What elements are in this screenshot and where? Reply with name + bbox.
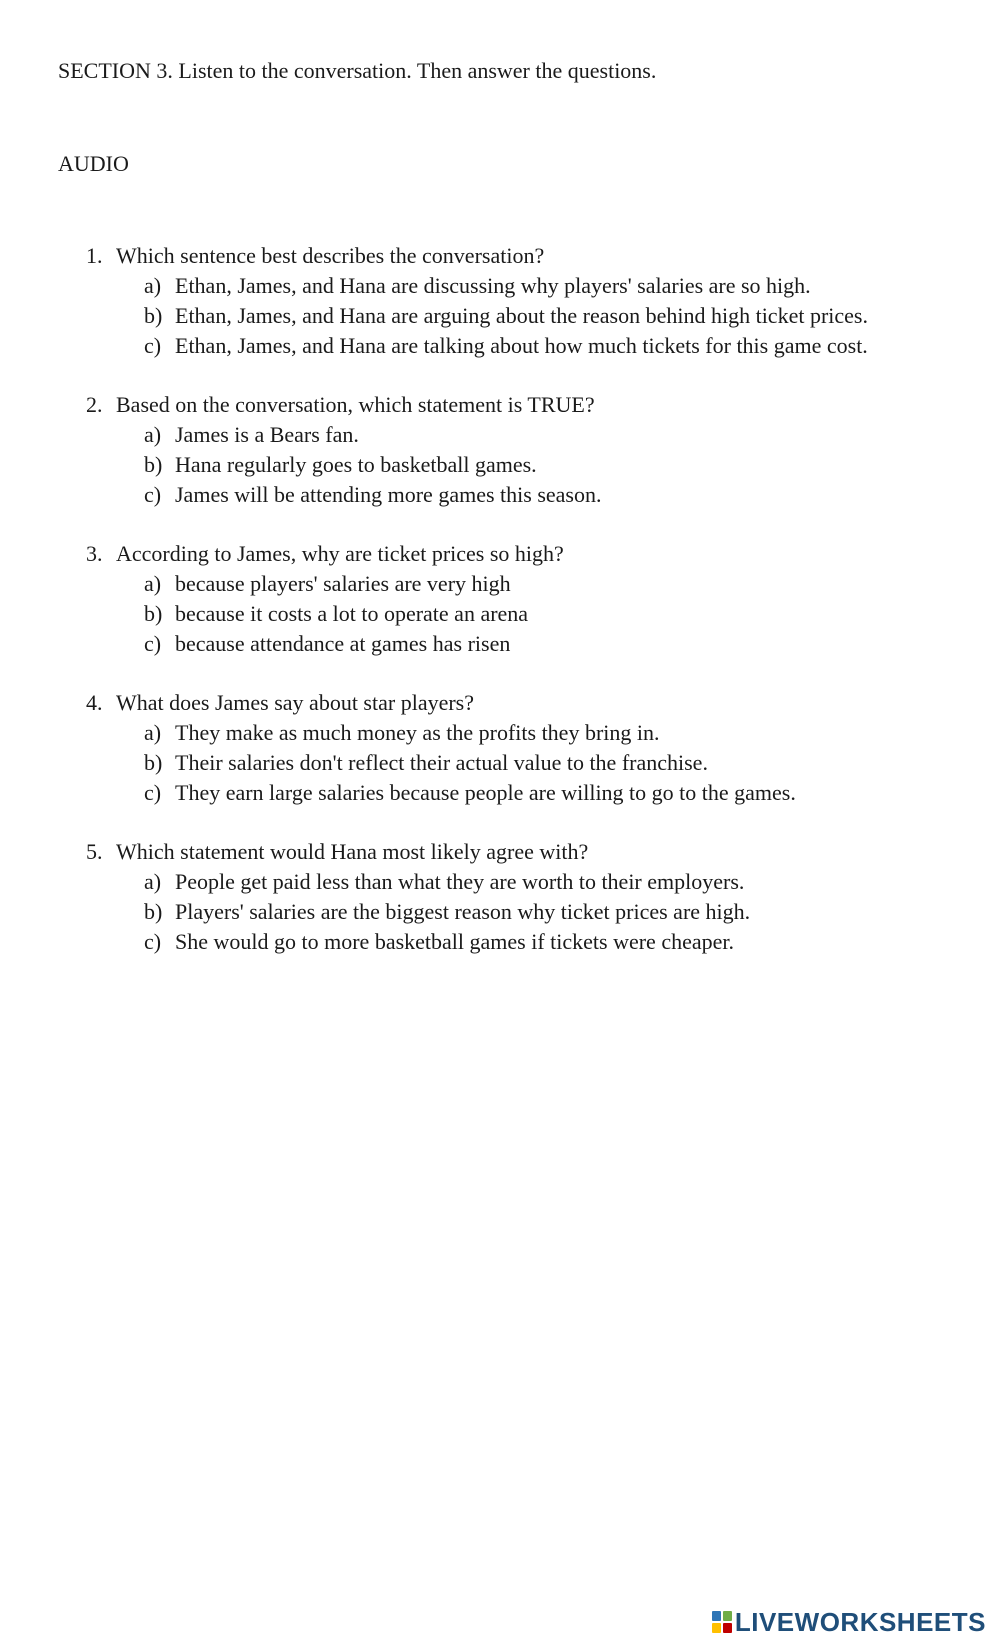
question-1 xyxy=(0,241,1000,361)
answer-option[interactable] xyxy=(0,718,1000,748)
option-letter: b) xyxy=(144,303,163,328)
option-text: James will be attending more games this season. xyxy=(175,482,602,507)
answer-option[interactable] xyxy=(0,301,1000,331)
answer-options xyxy=(0,718,1000,808)
audio-label[interactable]: AUDIO xyxy=(58,151,129,176)
section-heading: SECTION 3. Listen to the conversation. Then answer the questions. xyxy=(58,58,657,83)
answer-option[interactable] xyxy=(0,629,1000,659)
watermark-text: LIVEWORKSHEETS xyxy=(734,1607,986,1637)
question-5 xyxy=(0,837,1000,957)
option-letter: b) xyxy=(144,899,163,924)
option-text: because attendance at games has risen xyxy=(175,631,511,656)
answer-option[interactable] xyxy=(0,778,1000,808)
option-letter: c) xyxy=(144,333,162,358)
answer-option[interactable] xyxy=(0,569,1000,599)
liveworksheets-logo-icon xyxy=(712,1609,732,1635)
option-letter: b) xyxy=(144,750,163,775)
question-3 xyxy=(0,539,1000,659)
question-line xyxy=(0,539,1000,569)
option-text: James is a Bears fan. xyxy=(175,422,359,447)
option-letter: a) xyxy=(144,422,162,447)
option-text: because it costs a lot to operate an arena xyxy=(175,601,529,626)
option-text: Ethan, James, and Hana are arguing about the reason behind high ticket prices. xyxy=(175,303,868,328)
question-line xyxy=(0,241,1000,271)
option-letter: a) xyxy=(144,273,162,298)
question-list xyxy=(0,241,1000,986)
question-number: 4. xyxy=(86,690,103,715)
answer-option[interactable] xyxy=(0,420,1000,450)
question-text: Which statement would Hana most likely agree with? xyxy=(116,839,589,864)
question-text: What does James say about star players? xyxy=(116,690,474,715)
option-letter: a) xyxy=(144,571,162,596)
question-line xyxy=(0,837,1000,867)
option-text: People get paid less than what they are worth to their employers. xyxy=(175,869,745,894)
answer-option[interactable] xyxy=(0,480,1000,510)
logo-block-blue xyxy=(712,1611,721,1621)
liveworksheets-watermark xyxy=(712,1606,986,1638)
answer-options xyxy=(0,867,1000,957)
answer-option[interactable] xyxy=(0,450,1000,480)
option-letter: b) xyxy=(144,601,163,626)
question-4 xyxy=(0,688,1000,808)
option-letter: a) xyxy=(144,720,162,745)
answer-option[interactable] xyxy=(0,599,1000,629)
answer-option[interactable] xyxy=(0,897,1000,927)
answer-option[interactable] xyxy=(0,927,1000,957)
logo-block-red xyxy=(723,1623,732,1633)
answer-options xyxy=(0,569,1000,659)
option-letter: c) xyxy=(144,631,162,656)
option-text: They make as much money as the profits they bring in. xyxy=(175,720,660,745)
answer-option[interactable] xyxy=(0,748,1000,778)
option-letter: a) xyxy=(144,869,162,894)
option-text: Their salaries don't reflect their actual value to the franchise. xyxy=(175,750,708,775)
question-number: 2. xyxy=(86,392,103,417)
answer-option[interactable] xyxy=(0,331,1000,361)
option-text: They earn large salaries because people are willing to go to the games. xyxy=(175,780,796,805)
option-letter: c) xyxy=(144,482,162,507)
option-text: Players' salaries are the biggest reason why ticket prices are high. xyxy=(175,899,751,924)
question-number: 5. xyxy=(86,839,103,864)
option-letter: c) xyxy=(144,929,162,954)
question-number: 1. xyxy=(86,243,103,268)
option-text: Ethan, James, and Hana are discussing why players' salaries are so high. xyxy=(175,273,811,298)
question-text: According to James, why are ticket prices so high? xyxy=(116,541,564,566)
question-number: 3. xyxy=(86,541,103,566)
question-text: Which sentence best describes the conversation? xyxy=(116,243,545,268)
answer-option[interactable] xyxy=(0,271,1000,301)
option-text: She would go to more basketball games if tickets were cheaper. xyxy=(175,929,734,954)
option-text: Hana regularly goes to basketball games. xyxy=(175,452,537,477)
option-letter: c) xyxy=(144,780,162,805)
logo-block-yellow xyxy=(712,1623,721,1633)
option-text: Ethan, James, and Hana are talking about how much tickets for this game cost. xyxy=(175,333,868,358)
logo-block-green xyxy=(723,1611,732,1621)
question-line xyxy=(0,390,1000,420)
option-text: because players' salaries are very high xyxy=(175,571,511,596)
option-letter: b) xyxy=(144,452,163,477)
question-line xyxy=(0,688,1000,718)
answer-options xyxy=(0,420,1000,510)
question-text: Based on the conversation, which statement is TRUE? xyxy=(116,392,595,417)
answer-options xyxy=(0,271,1000,361)
question-2 xyxy=(0,390,1000,510)
answer-option[interactable] xyxy=(0,867,1000,897)
